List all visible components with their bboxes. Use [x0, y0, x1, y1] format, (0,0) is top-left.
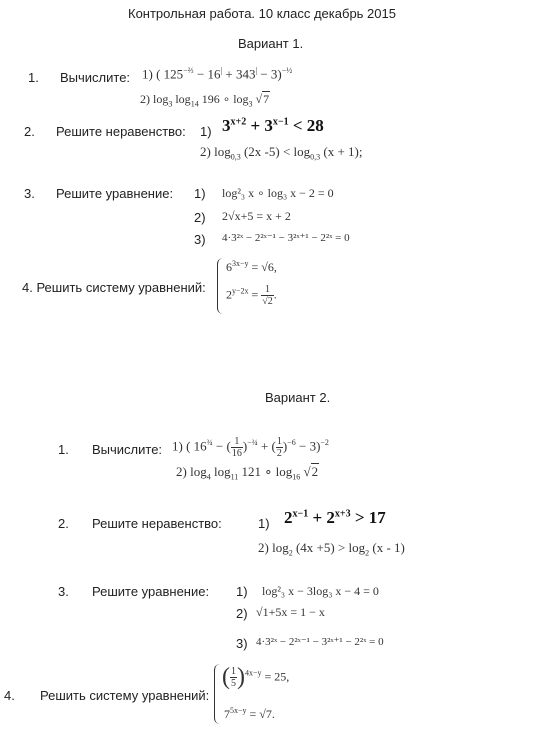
v1-p2a-exp1: x+2 — [230, 116, 247, 128]
v1-eq2-exp: y−2x — [232, 286, 249, 296]
page-title: Контрольная работа. 10 класс декабрь 2015 — [128, 6, 396, 21]
v2-p2b-base: 2 — [288, 548, 293, 558]
v1-problem-1a — [142, 66, 292, 82]
v2-problem-3a-index: 1) — [236, 584, 248, 599]
v2-p1b-log2: log — [210, 464, 231, 479]
v2-p2b-arg2: (x - 1) — [369, 540, 405, 555]
v1-p2b-log: 2) log — [200, 144, 231, 159]
v1-p1a-exp4: −½ — [281, 66, 293, 75]
v1-problem-2a-index: 1) — [200, 124, 212, 139]
v2-p1a-frac1 — [231, 436, 243, 459]
v1-problem-4-label: 4. Решить систему уравнений: — [22, 280, 206, 295]
v1-problem-2-label: Решите неравенство: — [56, 124, 186, 139]
v2-problem-3-label: Решите уравнение: — [92, 584, 210, 599]
v1-p1b-log2: log — [172, 92, 191, 106]
v2-p2a-exp1: x−1 — [292, 508, 309, 520]
v1-problem-2a — [222, 116, 324, 136]
v1-eq2-fraction — [261, 284, 274, 307]
v2-problem-3c: 4·3²ˣ − 2²ˣ⁻¹ − 3²ˣ⁺¹ − 2²ˣ = 0 — [256, 636, 384, 648]
v2-p1a-frac1-den: 16 — [231, 448, 242, 459]
v2-eq1-exp: 4x−y — [245, 668, 262, 678]
v1-p1a-mid: − 16 — [193, 66, 221, 82]
v1-p1b-log: 2) log — [140, 92, 169, 106]
v1-system-brace — [217, 258, 224, 314]
v2-system-eq1 — [222, 664, 289, 691]
v1-p1a-mid2: + 343 — [222, 66, 256, 82]
v2-eq1-close-paren: ) — [237, 664, 245, 690]
v2-p1a-start: 1) ( 16 — [172, 438, 207, 454]
v2-p1b-base2: 11 — [230, 472, 239, 482]
v2-p2b-arg1: (4x +5) > log — [292, 540, 366, 555]
v1-eq1-base: 6 — [226, 260, 232, 274]
v2-system-brace — [214, 664, 221, 724]
v1-p2b-arg2: (x + 1); — [320, 144, 363, 159]
v2-problem-2a — [284, 508, 386, 528]
v2-p1b-base: 4 — [206, 472, 211, 482]
v2-p1a-frac2-num: 1 — [276, 436, 282, 447]
v1-problem-3a-index: 1) — [194, 186, 206, 201]
v2-p2b-base2: 2 — [365, 548, 370, 558]
v2-p2b-log: 2) log — [258, 540, 289, 555]
v1-eq2-equals: = — [248, 287, 262, 302]
v2-problem-4-label: Решить систему уравнений: — [40, 688, 210, 703]
v1-p2a-rhs: < 28 — [288, 116, 324, 135]
v2-p1a-mid: − ( — [212, 438, 231, 454]
v2-p1a-frac1-num: 1 — [231, 436, 243, 448]
v1-problem-3b-index: 2) — [194, 210, 206, 225]
v1-problem-2-number: 2. — [24, 124, 35, 139]
v1-problem-3-label: Решите уравнение: — [56, 186, 174, 201]
v1-problem-3c-index: 3) — [194, 232, 206, 247]
v1-p1a-exp3: | — [255, 66, 258, 75]
v1-eq2-dot: . — [273, 287, 277, 302]
v1-eq2-numerator: 1 — [261, 284, 274, 296]
v1-eq1-rhs: = √6, — [248, 260, 277, 274]
v1-problem-3-number: 3. — [24, 186, 35, 201]
variant-1-title: Вариант 1. — [238, 36, 304, 51]
v2-p1a-exp2: −¾ — [247, 438, 258, 448]
v1-problem-1b: 2) $\log_3 \log_{14} 196$ ∘ $\log_3 √7$ — [140, 92, 270, 109]
v2-problem-4-number: 4. — [4, 688, 15, 703]
v1-p1b-base2: 14 — [190, 99, 199, 109]
v2-problem-2a-index: 1) — [258, 516, 270, 531]
v1-p1a-exp1: −⅔ — [183, 66, 194, 75]
v1-p1a-start: 1) ( 125 — [142, 66, 184, 82]
v1-p1b-base3: 3 — [248, 99, 253, 109]
v2-p1b-root: 2 — [311, 464, 319, 479]
v1-p1a-end: − 3) — [257, 66, 282, 82]
v2-p1a-frac2 — [276, 436, 283, 459]
v1-eq2-denominator: √2 — [262, 296, 273, 307]
v2-p1b-base3: 16 — [292, 472, 301, 482]
v2-problem-2-number: 2. — [58, 516, 69, 531]
v1-problem-3c: 4·3²ˣ − 2²ˣ⁻¹ − 3²ˣ⁺¹ − 2²ˣ = 0 — [222, 232, 350, 244]
v2-p1b-log: 2) log — [176, 464, 207, 479]
v2-problem-3b: √1+5x = 1 − x — [256, 605, 325, 619]
v1-eq2-base: 2 — [226, 287, 232, 302]
v2-system-eq2 — [224, 706, 275, 722]
v2-eq1-fraction — [230, 666, 237, 689]
v2-p1a-end: − 3) — [295, 438, 321, 454]
v2-p1b-arg: 121 ∘ log — [238, 464, 293, 479]
v1-problem-3a: log²₃ x ∘ log₃ x − 2 = 0 — [222, 186, 334, 200]
v2-problem-1-number: 1. — [58, 442, 69, 457]
v1-system-eq1 — [226, 259, 277, 275]
v2-problem-2b — [258, 540, 405, 558]
v2-p1a-mid2: + ( — [257, 438, 276, 454]
v1-problem-1-number: 1. — [28, 70, 39, 85]
v1-problem-1-label: Вычислите: — [60, 70, 131, 85]
variant-2-title: Вариант 2. — [265, 390, 331, 405]
v2-eq2-exp: 5x−y — [230, 706, 247, 715]
v2-eq2-rhs: = √7. — [246, 707, 275, 721]
v1-p2a-base1: 3 — [222, 116, 231, 135]
v2-p1a-frac2-den: 2 — [276, 448, 282, 459]
v2-problem-3-number: 3. — [58, 584, 69, 599]
v2-problem-2-label: Решите неравенство: — [92, 516, 222, 531]
v2-problem-3a: log²₃ x − 3log₃ x − 4 = 0 — [262, 584, 379, 598]
v2-eq2-base: 7 — [224, 707, 230, 721]
v1-p2a-exp2: x−1 — [272, 116, 289, 128]
v2-eq1-denominator: 5 — [231, 678, 236, 689]
v2-problem-3c-index: 3) — [236, 636, 248, 651]
v2-problem-1b: 2) $\log_4 \log_{11} 121$ ∘ $\log_{16} √2$ — [176, 464, 319, 482]
v1-problem-3b: 2√x+5 = x + 2 — [222, 209, 291, 223]
v2-problem-3b-index: 2) — [236, 606, 248, 621]
v2-eq1-numerator: 1 — [231, 666, 236, 677]
v2-problem-1a: 1) ( $16^{\frac{3}{4}}$ − ( $\frac{1}{16}$ )$^{-\frac{3}{4}}$ + ( $\frac{1}{2}$ )$^{-6}$ − 3)$^{-2}$ — [172, 436, 329, 459]
v1-system-eq2 — [226, 284, 277, 307]
v1-p2b-base: 0,3 — [230, 152, 241, 162]
v2-eq1-rhs: = 25, — [261, 669, 290, 684]
v1-p1b-base: 3 — [168, 99, 173, 109]
v2-p1a-exp1: ¾ — [206, 438, 213, 448]
v2-p2a-base2: + 2 — [308, 508, 335, 527]
v1-eq1-exp: 3x−y — [232, 259, 249, 268]
v1-p1b-arg: 196 ∘ log — [198, 92, 249, 106]
v2-p2a-rhs: > 17 — [350, 508, 386, 527]
v2-p2a-base1: 2 — [284, 508, 293, 527]
v1-p1b-root: 7 — [263, 92, 270, 106]
v2-p1a-exp3: −6 — [287, 438, 296, 448]
v1-p2a-base2: + 3 — [246, 116, 273, 135]
v2-p2a-exp2: x+3 — [334, 508, 351, 520]
v2-eq1-open-paren: ( — [222, 664, 230, 690]
v1-problem-2b — [200, 144, 363, 162]
v2-p1a-exp4: −2 — [320, 438, 329, 448]
v2-problem-1-label: Вычислите: — [92, 442, 163, 457]
v1-p1a-exp2: | — [220, 66, 223, 75]
v1-p2b-arg1: (2x -5) < log — [240, 144, 311, 159]
v1-p2b-base2: 0,3 — [310, 152, 321, 162]
